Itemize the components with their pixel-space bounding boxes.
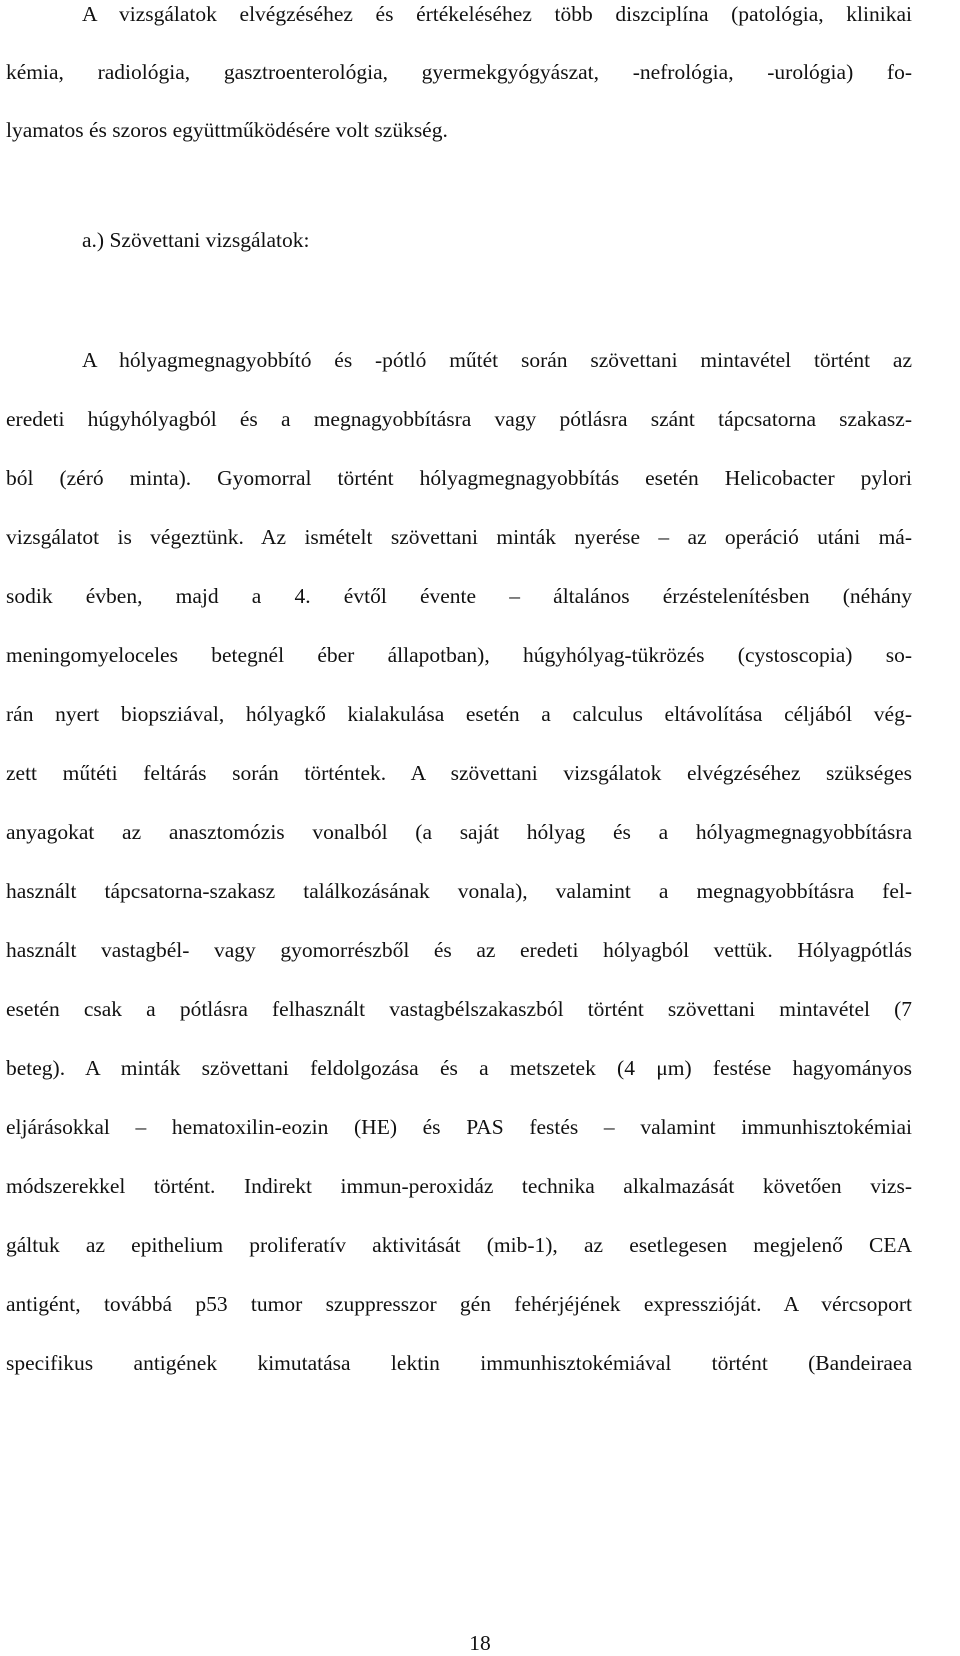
paragraph2-line-10: használt tápcsatorna-szakasz találkozásának vonala), valamint a megnagyobbításra fel- xyxy=(6,879,912,903)
paragraph2-line-3: ból (zéró minta). Gyomorral történt hólyagmegnagyobbítás esetén Helicobacter pylori xyxy=(6,466,912,490)
page-number: 18 xyxy=(469,1631,491,1655)
paragraph2-line-1: A hólyagmegnagyobbító és -pótló műtét során szövettani mintavétel történt az xyxy=(82,348,912,372)
paragraph1-line-1: A vizsgálatok elvégzéséhez és értékeléséhez több diszciplína (patológia, klinikai xyxy=(82,2,912,26)
paragraph2-line-13: beteg). A minták szövettani feldolgozása és a metszetek (4 μm) festése hagyományos xyxy=(6,1056,912,1080)
paragraph1-line-3: lyamatos és szoros együttműködésére volt szükség. xyxy=(6,118,448,142)
paragraph2-line-15: módszerekkel történt. Indirekt immun-peroxidáz technika alkalmazását követően vizs- xyxy=(6,1174,912,1198)
paragraph2-line-6: meningomyeloceles betegnél éber állapotban), húgyhólyag-tükrözés (cystoscopia) so- xyxy=(6,643,912,667)
paragraph2-line-7: rán nyert biopsziával, hólyagkő kialakulása esetén a calculus eltávolítása céljából vég- xyxy=(6,702,912,726)
paragraph2-line-11: használt vastagbél- vagy gyomorrészből és az eredeti hólyagból vettük. Hólyagpótlás xyxy=(6,938,912,962)
paragraph2-line-5: sodik évben, majd a 4. évtől évente – általános érzéstelenítésben (néhány xyxy=(6,584,912,608)
paragraph2-line-16: gáltuk az epithelium proliferatív aktivitását (mib-1), az esetlegesen megjelenő CEA xyxy=(6,1233,912,1257)
paragraph1-line-2: kémia, radiológia, gasztroenterológia, gyermekgyógyászat, -nefrológia, -urológia) fo- xyxy=(6,60,912,84)
paragraph2-line-4: vizsgálatot is végeztünk. Az ismételt szövettani minták nyerése – az operáció utáni má- xyxy=(6,525,912,549)
paragraph2-line-18: specifikus antigének kimutatása lektin immunhisztokémiával történt (Bandeiraea xyxy=(6,1351,912,1375)
paragraph2-line-8: zett műtéti feltárás során történtek. A szövettani vizsgálatok elvégzéséhez szükséges xyxy=(6,761,912,785)
paragraph2-line-12: esetén csak a pótlásra felhasznált vastagbélszakaszból történt szövettani mintavétel (7 xyxy=(6,997,912,1021)
paragraph2-line-14: eljárásokkal – hematoxilin-eozin (HE) és PAS festés – valamint immunhisztokémiai xyxy=(6,1115,912,1139)
paragraph2-line-2: eredeti húgyhólyagból és a megnagyobbításra vagy pótlásra szánt tápcsatorna szakasz- xyxy=(6,407,912,431)
section-heading: a.) Szövettani vizsgálatok: xyxy=(82,228,310,252)
paragraph2-line-9: anyagokat az anasztomózis vonalból (a saját hólyag és a hólyagmegnagyobbításra xyxy=(6,820,912,844)
paragraph2-line-17: antigént, továbbá p53 tumor szuppresszor gén fehérjéjének expresszióját. A vércsoport xyxy=(6,1292,912,1316)
